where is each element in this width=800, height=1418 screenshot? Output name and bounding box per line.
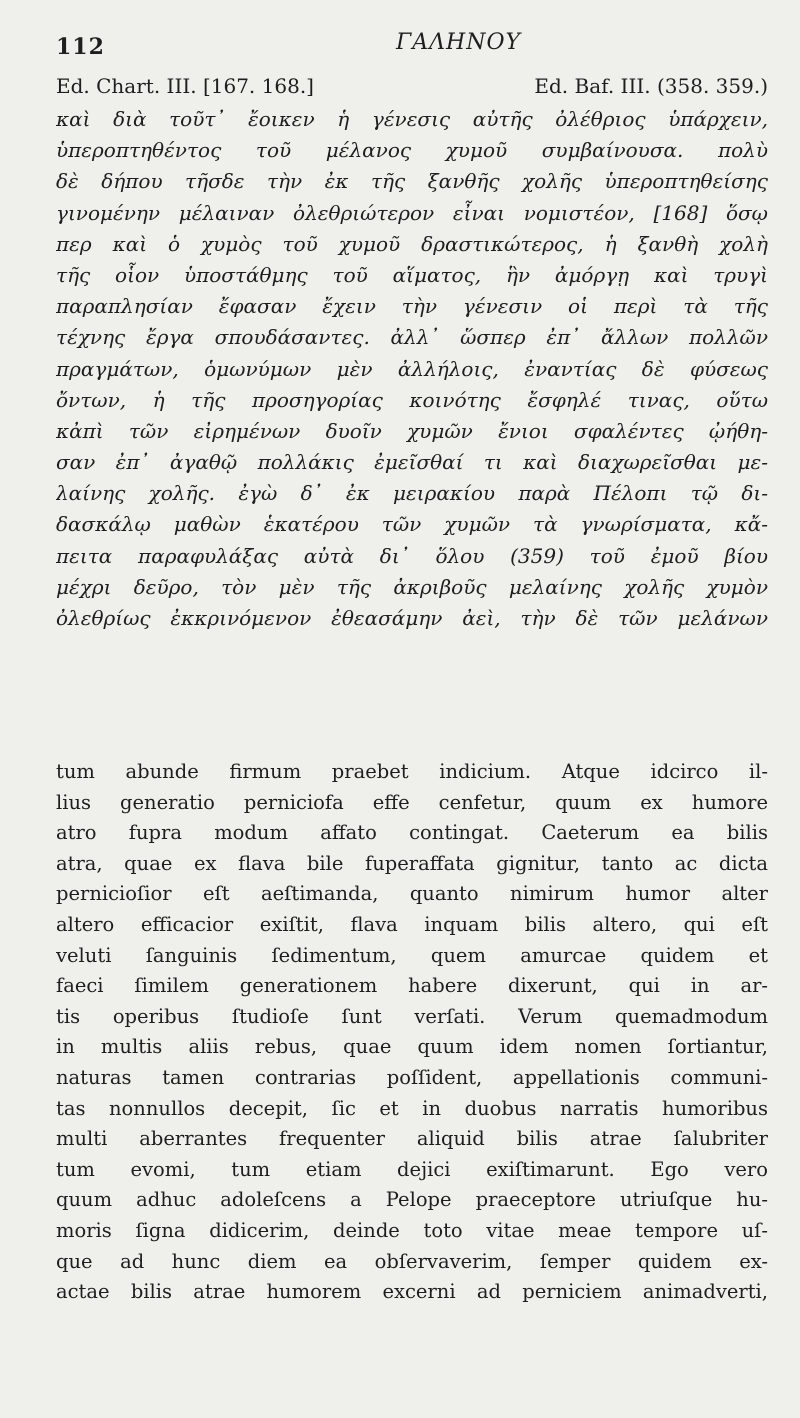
latin-text-line: multi aberrantes frequenter aliquid bilis atrae ſalubriter [56, 1127, 768, 1151]
latin-text-line: moris ſigna didicerim, deinde toto vitae meae tempore uſ- [56, 1218, 768, 1242]
page-number: 112 [56, 34, 105, 60]
greek-text-line: περ καὶ ὁ χυμὸς τοῦ χυμοῦ δραστικώτερος, ἡ ξανθὴ χολὴ [56, 231, 768, 256]
greek-text-line: δὲ δήπου τῆσδε τὴν ἐκ τῆς ξανθῆς χολῆς ὑπεροπτηθείσης [56, 169, 768, 194]
latin-text-line: tas nonnullos decepit, ſic et in duobus narratis humoribus [56, 1096, 768, 1120]
latin-text-line: in multis aliis rebus, quae quum idem nomen ſortiantur, [56, 1035, 768, 1059]
latin-text-line: actae bilis atrae humorem excerni ad perniciem animadverti, [56, 1280, 768, 1304]
latin-text-line: atra, quae ex flava bile fuperaffata gignitur, tanto ac dicta [56, 851, 768, 875]
greek-text-line: ὄντων, ἡ τῆς προσηγορίας κοινότης ἔσφηλέ τινας, οὕτω [56, 387, 768, 412]
latin-text-line: tis operibus ſtudioſe ſunt verſati. Verum quemadmodum [56, 1004, 768, 1028]
greek-text-line: σαν ἐπ᾽ ἀγαθῷ πολλάκις ἐμεῖσθαί τι καὶ διαχωρεῖσθαι με- [56, 450, 768, 475]
greek-text-line: πειτα παραφυλάξας αὐτὰ δι᾽ ὅλου (359) τοῦ ἐμοῦ βίου [56, 543, 768, 568]
greek-text-line: τῆς οἷον ὑποστάθμης τοῦ αἵματος, ἣν ἀμόργῃ καὶ τρυγὶ [56, 262, 768, 287]
edition-references [56, 74, 768, 104]
greek-text-line: κἀπὶ τῶν εἰρημένων δυοῖν χυμῶν ἔνιοι σφαλέντες ᾠήθη- [56, 418, 768, 443]
latin-text-line: que ad hunc diem ea obſervaverim, ſemper quidem ex- [56, 1249, 768, 1273]
greek-text-line: μέχρι δεῦρο, τὸν μὲν τῆς ἀκριβοῦς μελαίνης χολῆς χυμὸν [56, 574, 768, 599]
page-header [56, 24, 776, 64]
edition-reference-chartier: Ed. Chart. III. [167. 168.] [56, 74, 314, 98]
greek-text-line: ὑπεροπτηθέντος τοῦ μέλανος χυμοῦ συμβαίνουσα. πολὺ [56, 138, 768, 163]
latin-text-line: quum adhuc adoleſcens a Pelope praeceptore utriuſque hu- [56, 1188, 768, 1212]
latin-text-line: faeci ſimilem generationem habere dixerunt, qui in ar- [56, 974, 768, 998]
greek-text-line: λαίνης χολῆς. ἐγὼ δ᾽ ἐκ μειρακίου παρὰ Πέλοπι τῷ δι- [56, 481, 768, 506]
latin-text-line: naturas tamen contrarias poſſident, appellationis communi- [56, 1065, 768, 1089]
greek-text-line: καὶ διὰ τοῦτ᾽ ἔοικεν ἡ γένεσις αὐτῆς ὀλέθριος ὑπάρχειν, [56, 107, 768, 131]
latin-text-line: veluti ſanguinis ſedimentum, quem amurcae quidem et [56, 943, 768, 967]
running-title: ΓΑΛΗΝΟΥ [396, 30, 522, 55]
greek-text-line: γινομένην μέλαιναν ὀλεθριώτερον εἶναι νομιστέον, [168] ὅσῳ [56, 200, 768, 225]
greek-text-block [56, 104, 768, 634]
edition-reference-basel: Ed. Baf. III. (358. 359.) [534, 74, 768, 98]
latin-text-line: altero efficacior exiſtit, flava inquam bilis altero, qui eſt [56, 912, 768, 936]
greek-text-line: δασκάλῳ μαθὼν ἑκατέρου τῶν χυμῶν τὰ γνωρίσματα, κἄ- [56, 512, 768, 537]
latin-text-line: tum evomi, tum etiam dejici exiſtimarunt. Ego vero [56, 1157, 768, 1181]
greek-text-line: ὀλεθρίως ἐκκρινόμενον ἐθεασάμην ἀεὶ, τὴν δὲ τῶν μελάνων [56, 606, 768, 630]
latin-text-block [56, 757, 768, 1308]
latin-text-line: atro fupra modum affato contingat. Caeterum ea bilis [56, 821, 768, 845]
greek-text-line: πραγμάτων, ὁμωνύμων μὲν ἀλλήλοις, ἐναντίας δὲ φύσεως [56, 356, 768, 381]
greek-text-line: τέχνης ἔργα σπουδάσαντες. ἀλλ᾽ ὥσπερ ἐπ᾽ ἄλλων πολλῶν [56, 325, 768, 350]
latin-text-line: pernicioſior eſt aeſtimanda, quanto nimirum humor alter [56, 882, 768, 906]
latin-text-line: tum abunde firmum praebet indicium. Atque idcirco il- [56, 760, 768, 783]
greek-text-line: παραπλησίαν ἔφασαν ἔχειν τὴν γένεσιν οἱ περὶ τὰ τῆς [56, 294, 768, 319]
latin-text-line: lius generatio perniciofa effe cenfetur, quum ex humore [56, 790, 768, 814]
